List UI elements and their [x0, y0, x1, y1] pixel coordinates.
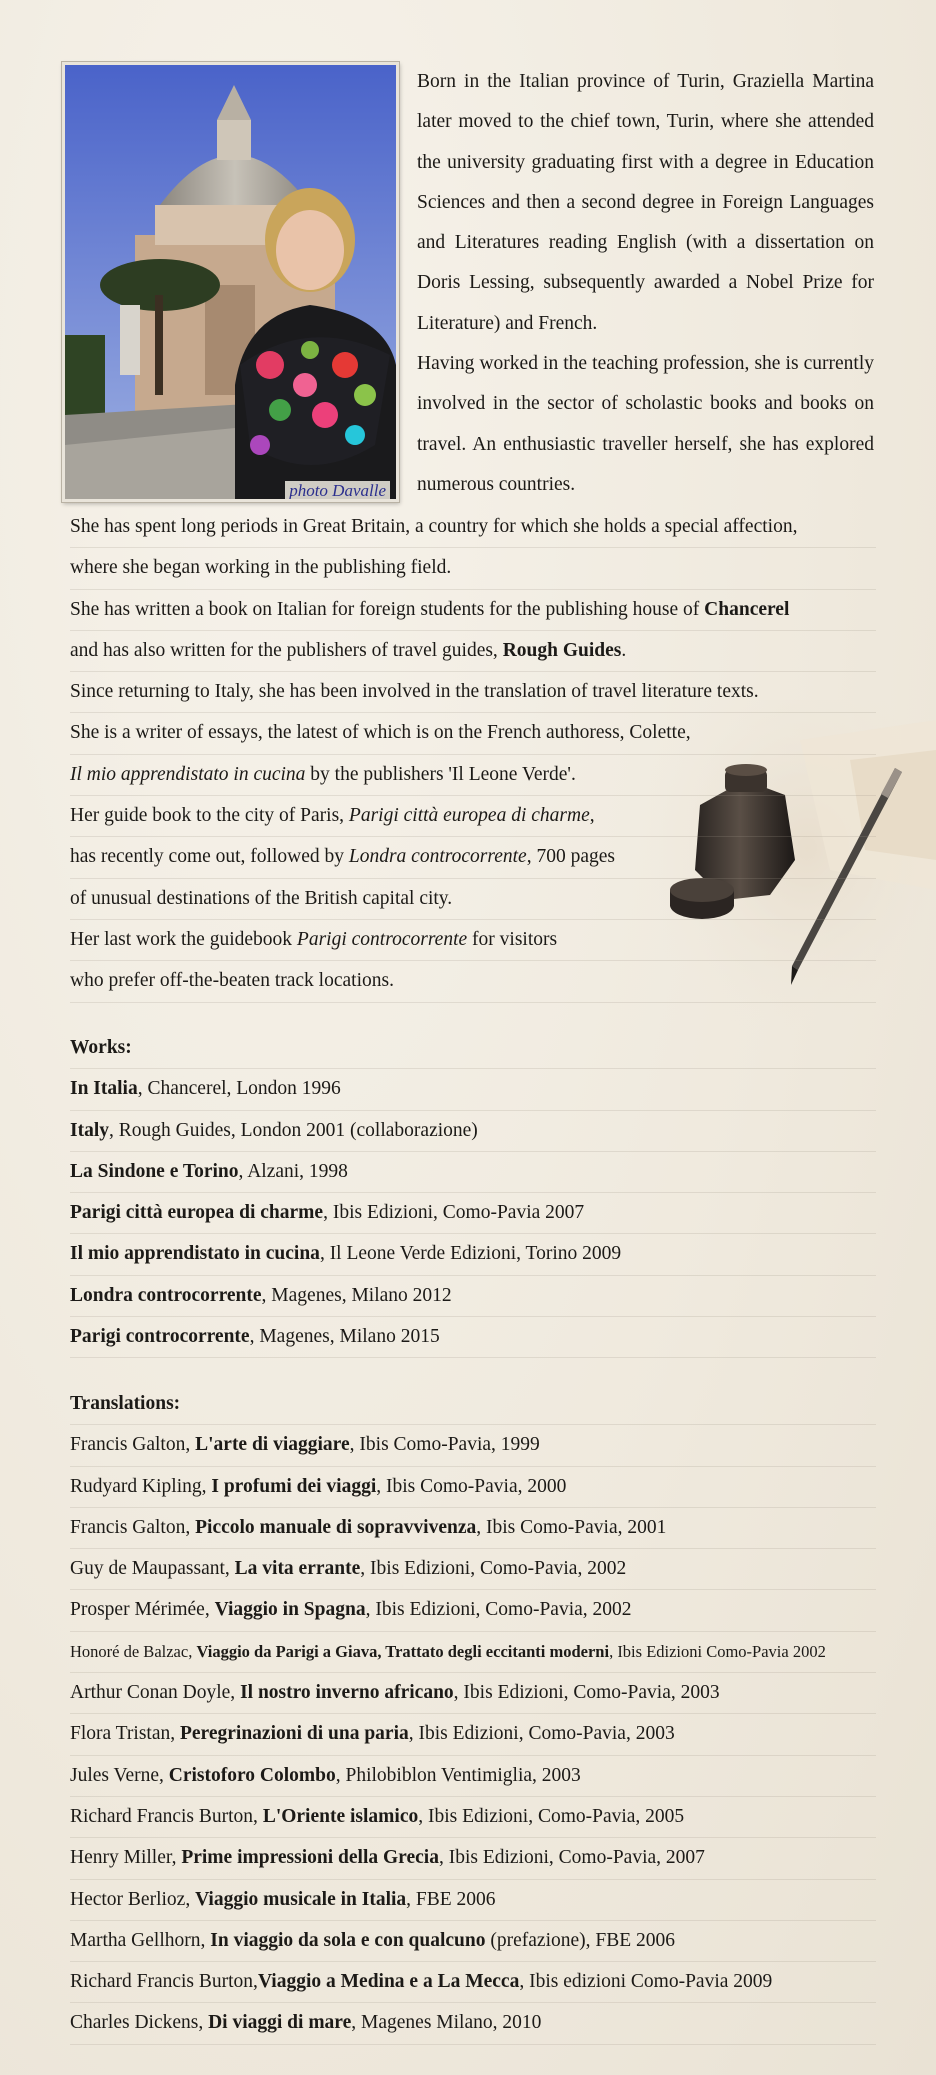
bio-line: who prefer off-the-beaten track locations.	[70, 961, 876, 1002]
publisher-name: Rough Guides	[502, 639, 622, 661]
translation-author: Richard Francis Burton,	[70, 1805, 263, 1827]
translation-rest: , Magenes Milano, 2010	[351, 2012, 542, 2034]
translation-item	[70, 1838, 876, 1879]
translation-author: Honoré de Balzac,	[70, 1641, 197, 1661]
bio-line: Since returning to Italy, she has been involved in the translation of travel literature texts.	[70, 672, 876, 713]
publisher-name: Chancerel	[704, 598, 790, 620]
work-title: In Italia	[70, 1078, 138, 1100]
work-item	[70, 1152, 876, 1193]
work-title: Londra controcorrente	[70, 1284, 262, 1306]
work-details: , Ibis Edizioni, Como-Pavia 2007	[323, 1202, 585, 1224]
bio-line: and has also written for the publishers of travel guides, Rough Guides.	[70, 631, 876, 672]
translation-title: I profumi dei viaggi	[211, 1475, 377, 1497]
translation-item	[70, 1467, 876, 1508]
translation-item	[70, 1425, 876, 1466]
translation-title: Il nostro inverno africano	[240, 1682, 454, 1704]
translation-rest: , Ibis edizioni Como-Pavia 2009	[519, 1971, 773, 1993]
work-title: Parigi controcorrente	[70, 1326, 250, 1348]
translation-rest: , Ibis Edizioni, Como-Pavia, 2002	[360, 1558, 627, 1580]
translation-item	[70, 1714, 876, 1755]
bio-text	[70, 507, 876, 1003]
bio-line: Il mio apprendistato in cucina by the publishers 'Il Leone Verde'.	[70, 755, 876, 796]
translation-title: Di viaggi di mare	[208, 2012, 352, 2034]
translation-author: Jules Verne,	[70, 1764, 169, 1786]
translation-item	[70, 1921, 876, 1962]
work-title: Parigi città europea di charme	[70, 1202, 324, 1224]
work-details: , Magenes, Milano 2012	[261, 1284, 452, 1306]
translation-item	[70, 1797, 876, 1838]
work-title: Italy	[70, 1119, 109, 1141]
translation-title: Peregrinazioni di una paria	[179, 1723, 409, 1745]
translation-item	[70, 1756, 876, 1797]
translation-author: Hector Berlioz,	[70, 1888, 196, 1910]
translation-author: Rudyard Kipling,	[70, 1475, 212, 1497]
translation-rest: , Ibis Edizioni, Como-Pavia, 2007	[438, 1847, 705, 1869]
translation-rest: , Ibis Edizioni Como-Pavia 2002	[609, 1641, 826, 1661]
intro-paragraph-2: Having worked in the teaching profession, she is currently involved in the sector of scholastic books and books on travel. An enthusiastic traveller herself, she has explored numerous countries.	[417, 353, 874, 495]
work-title: Il mio apprendistato in cucina	[70, 1243, 320, 1265]
translation-author: Prosper Mérimée,	[70, 1599, 215, 1621]
author-photo	[62, 62, 399, 502]
translation-rest: , Ibis Edizioni, Como-Pavia, 2002	[365, 1599, 632, 1621]
translation-title: Viaggio in Spagna	[214, 1599, 366, 1621]
translation-title: L'arte di viaggiare	[195, 1434, 350, 1456]
translation-item	[70, 1880, 876, 1921]
bio-line: where she began working in the publishing field.	[70, 548, 876, 589]
works-list	[70, 1069, 876, 1358]
work-details: , Rough Guides, London 2001 (collaborazione)	[109, 1119, 478, 1141]
intro-paragraph-1: Born in the Italian province of Turin, Graziella Martina later moved to the chief town, Turin, where she attended the university graduating first with a degree in Education Sciences and then a second degree in Foreign Languages and Literatures reading English (with a dissertation on Doris Lessing, subsequently awarded a Nobel Prize for Literature) and French.	[417, 71, 874, 334]
translation-author: Francis Galton,	[70, 1516, 196, 1538]
translation-item	[70, 1590, 876, 1631]
translation-title: Viaggio da Parigi a Giava, Trattato degli eccitanti moderni	[196, 1641, 610, 1661]
works-heading: Works:	[70, 1028, 876, 1069]
translation-author: Arthur Conan Doyle,	[70, 1682, 241, 1704]
translation-item	[70, 2003, 876, 2044]
translation-title: La vita errante	[234, 1558, 361, 1580]
book-title: Londra controcorrente	[348, 846, 527, 868]
translation-item	[70, 1632, 876, 1673]
bio-line: Her guide book to the city of Paris, Parigi città europea di charme,	[70, 796, 876, 837]
translation-title: Piccolo manuale di sopravvivenza	[195, 1516, 477, 1538]
work-item	[70, 1069, 876, 1110]
bio-line: She is a writer of essays, the latest of which is on the French authoress, Colette,	[70, 713, 876, 754]
work-details: , Chancerel, London 1996	[137, 1078, 341, 1100]
works-section	[70, 1028, 876, 1358]
work-title: La Sindone e Torino	[70, 1160, 239, 1182]
translation-author: Flora Tristan,	[70, 1723, 180, 1745]
translation-title: Viaggio musicale in Italia	[195, 1888, 407, 1910]
book-title: Parigi controcorrente	[296, 928, 468, 950]
bio-line: She has written a book on Italian for foreign students for the publishing house of Chancerel	[70, 590, 876, 631]
work-item	[70, 1111, 876, 1152]
translation-rest: (prefazione), FBE 2006	[485, 1929, 676, 1951]
translation-item	[70, 1962, 876, 2003]
translation-rest: , Philobiblon Ventimiglia, 2003	[335, 1764, 581, 1786]
translations-heading: Translations:	[70, 1384, 876, 1425]
translation-rest: , Ibis Edizioni, Como-Pavia, 2005	[418, 1805, 685, 1827]
translations-list	[70, 1425, 876, 2044]
intro-text	[417, 62, 874, 505]
bio-line: has recently come out, followed by Londra controcorrente, 700 pages	[70, 837, 876, 878]
translation-rest: , FBE 2006	[406, 1888, 496, 1910]
translation-title: L'Oriente islamico	[262, 1805, 419, 1827]
translation-title: Prime impressioni della Grecia	[181, 1847, 439, 1869]
bio-line: She has spent long periods in Great Britain, a country for which she holds a special affection,	[70, 507, 876, 548]
work-details: , Magenes, Milano 2015	[249, 1326, 440, 1348]
translation-author: Charles Dickens,	[70, 2012, 209, 2034]
translation-rest: , Ibis Edizioni, Como-Pavia, 2003	[453, 1682, 720, 1704]
portrait-photo	[65, 65, 396, 499]
translation-rest: , Ibis Como-Pavia, 1999	[349, 1434, 540, 1456]
translation-author: Guy de Maupassant,	[70, 1558, 235, 1580]
work-item	[70, 1317, 876, 1358]
translation-item	[70, 1508, 876, 1549]
translation-item	[70, 1549, 876, 1590]
translation-rest: , Ibis Como-Pavia, 2001	[476, 1516, 667, 1538]
translation-item	[70, 1673, 876, 1714]
translations-section	[70, 1384, 876, 2045]
translation-title: Cristoforo Colombo	[168, 1764, 336, 1786]
translation-rest: , Ibis Como-Pavia, 2000	[376, 1475, 567, 1497]
bio-line: Her last work the guidebook Parigi controcorrente for visitors	[70, 920, 876, 961]
bio-line: of unusual destinations of the British capital city.	[70, 879, 876, 920]
book-title: Parigi città europea di charme	[348, 805, 590, 827]
photo-credit: photo Davalle	[285, 481, 390, 501]
work-item	[70, 1276, 876, 1317]
translation-author: Martha Gellhorn,	[70, 1929, 211, 1951]
translation-title: In viaggio da sola e con qualcuno	[210, 1929, 486, 1951]
translation-title: Viaggio a Medina e a La Mecca	[257, 1971, 520, 1993]
work-details: , Il Leone Verde Edizioni, Torino 2009	[319, 1243, 622, 1265]
work-item	[70, 1193, 876, 1234]
work-details: , Alzani, 1998	[238, 1160, 348, 1182]
work-item	[70, 1234, 876, 1275]
book-title: Il mio apprendistato in cucina	[70, 763, 306, 785]
translation-author: Richard Francis Burton,	[70, 1971, 258, 1993]
translation-author: Francis Galton,	[70, 1434, 196, 1456]
translation-rest: , Ibis Edizioni, Como-Pavia, 2003	[408, 1723, 675, 1745]
translation-author: Henry Miller,	[70, 1847, 182, 1869]
